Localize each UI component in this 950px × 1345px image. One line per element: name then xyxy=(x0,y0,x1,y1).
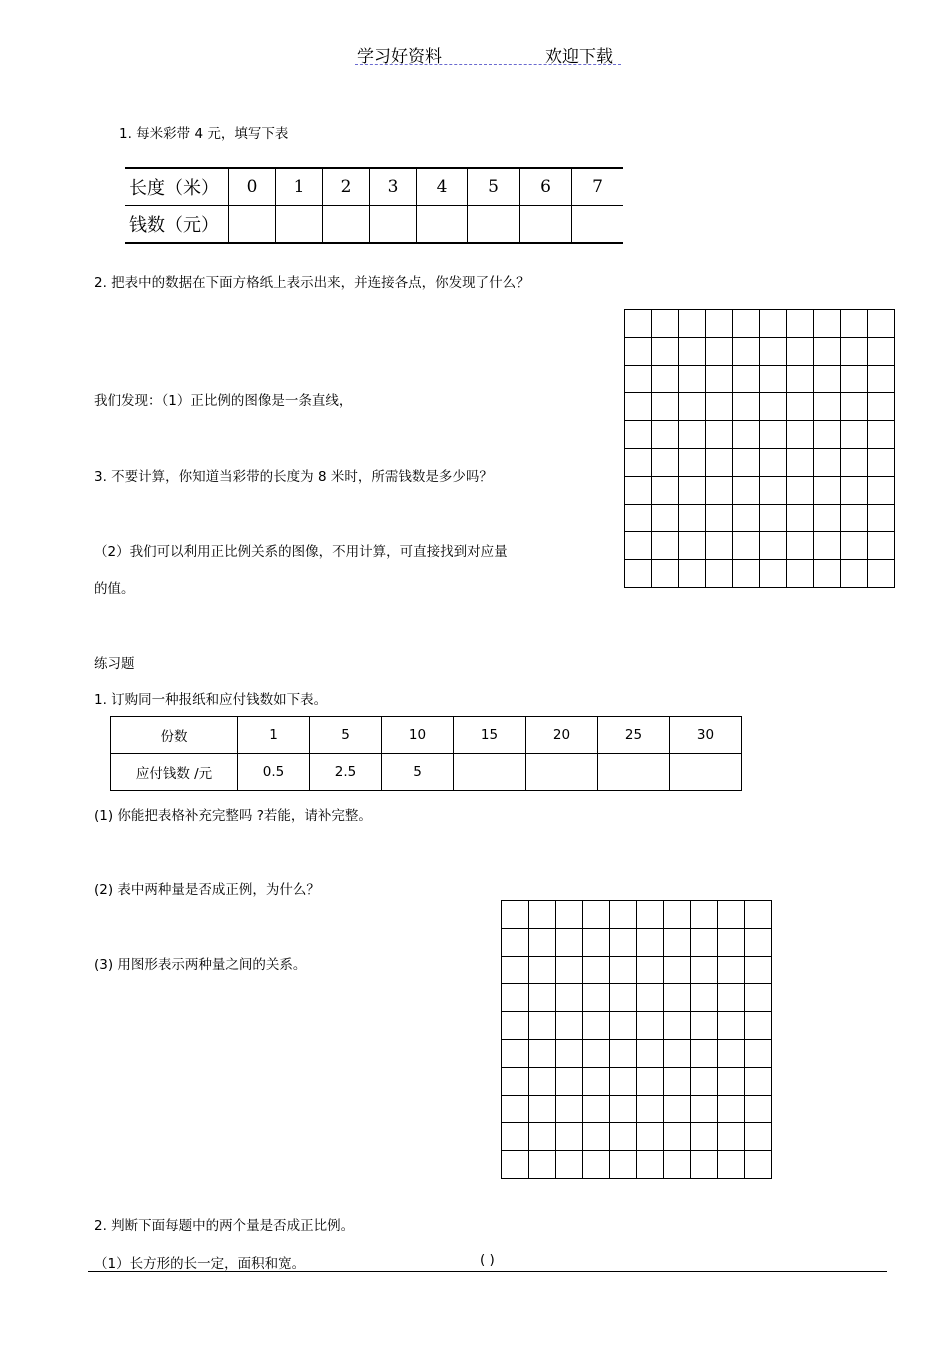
grid-cell[interactable] xyxy=(664,1096,691,1124)
row-label-money: 钱数（元） xyxy=(129,215,219,236)
grid-cell[interactable] xyxy=(691,929,718,957)
grid-cell[interactable] xyxy=(625,366,652,394)
grid-cell[interactable] xyxy=(718,1068,745,1096)
grid-cell[interactable] xyxy=(556,1151,583,1179)
payment-cell[interactable] xyxy=(598,754,670,791)
grid-cell[interactable] xyxy=(745,984,772,1012)
practice-question-1: 1. 订购同一种报纸和应付钱数如下表。 xyxy=(94,692,328,708)
grid-cell[interactable] xyxy=(664,1151,691,1179)
grid-cell[interactable] xyxy=(664,1012,691,1040)
grid-cell[interactable] xyxy=(733,393,760,421)
grid-cell[interactable] xyxy=(841,449,868,477)
grid-cell[interactable] xyxy=(706,421,733,449)
grid-cell[interactable] xyxy=(652,310,679,338)
grid-cell[interactable] xyxy=(760,560,787,588)
grid-cell[interactable] xyxy=(529,901,556,929)
grid-cell[interactable] xyxy=(691,1123,718,1151)
length-cell: 3 xyxy=(370,168,417,206)
grid-cell[interactable] xyxy=(760,338,787,366)
grid-cell[interactable] xyxy=(787,338,814,366)
grid-cell[interactable] xyxy=(733,532,760,560)
grid-cell[interactable] xyxy=(652,532,679,560)
grid-cell[interactable] xyxy=(637,1040,664,1068)
money-cell[interactable] xyxy=(276,206,323,244)
length-cell: 4 xyxy=(417,168,468,206)
grid-cell[interactable] xyxy=(625,393,652,421)
grid-cell[interactable] xyxy=(583,984,610,1012)
grid-cell[interactable] xyxy=(637,1068,664,1096)
grid-cell[interactable] xyxy=(556,1040,583,1068)
length-cell: 1 xyxy=(276,168,323,206)
payment-cell[interactable] xyxy=(670,754,742,791)
copies-cell: 30 xyxy=(670,717,742,754)
grid-cell[interactable] xyxy=(583,957,610,985)
grid-cell[interactable] xyxy=(691,1040,718,1068)
grid-cell[interactable] xyxy=(610,1096,637,1124)
grid-cell[interactable] xyxy=(787,449,814,477)
grid-cell[interactable] xyxy=(841,477,868,505)
money-cell[interactable] xyxy=(468,206,520,244)
header-right: 欢迎下载 xyxy=(545,47,613,67)
grid-cell[interactable] xyxy=(637,1123,664,1151)
grid-cell[interactable] xyxy=(718,1096,745,1124)
grid-cell[interactable] xyxy=(637,957,664,985)
grid-cell[interactable] xyxy=(868,477,895,505)
grid-cell[interactable] xyxy=(733,338,760,366)
grid-cell[interactable] xyxy=(814,505,841,533)
grid-cell[interactable] xyxy=(502,1012,529,1040)
grid-cell[interactable] xyxy=(814,338,841,366)
grid-cell[interactable] xyxy=(760,310,787,338)
finding-2-line-1: （2）我们可以利用正比例关系的图像，不用计算，可直接找到对应量 xyxy=(94,544,508,560)
grid-cell[interactable] xyxy=(637,984,664,1012)
grid-cell[interactable] xyxy=(718,1123,745,1151)
bottom-rule xyxy=(88,1271,887,1272)
grid-cell[interactable] xyxy=(652,477,679,505)
grid-cell[interactable] xyxy=(745,929,772,957)
grid-cell[interactable] xyxy=(625,449,652,477)
grid-cell[interactable] xyxy=(745,1151,772,1179)
practice-question-2: 2. 判断下面每题中的两个量是否成正比例。 xyxy=(94,1218,355,1234)
payment-cell[interactable] xyxy=(526,754,598,791)
grid-cell[interactable] xyxy=(679,421,706,449)
grid-cell[interactable] xyxy=(706,560,733,588)
grid-cell[interactable] xyxy=(760,477,787,505)
grid-cell[interactable] xyxy=(706,477,733,505)
table-row xyxy=(111,754,742,791)
grid-cell[interactable] xyxy=(679,532,706,560)
practice-question-2-1: （1）长方形的长一定，面积和宽。 xyxy=(94,1256,306,1272)
payment-cell: 5 xyxy=(382,754,454,791)
grid-cell[interactable] xyxy=(664,929,691,957)
grid-cell[interactable] xyxy=(760,366,787,394)
grid-cell[interactable] xyxy=(652,338,679,366)
grid-cell[interactable] xyxy=(706,393,733,421)
length-cell: 5 xyxy=(468,168,520,206)
row-label-payment: 应付钱数 /元 xyxy=(111,754,238,791)
grid-cell[interactable] xyxy=(529,1123,556,1151)
graph-paper-grid[interactable] xyxy=(624,309,895,588)
grid-cell[interactable] xyxy=(718,1012,745,1040)
practice-title: 练习题 xyxy=(94,656,135,672)
grid-cell[interactable] xyxy=(637,901,664,929)
table-row xyxy=(125,206,623,244)
grid-cell[interactable] xyxy=(556,1123,583,1151)
grid-cell[interactable] xyxy=(814,421,841,449)
grid-cell[interactable] xyxy=(529,1151,556,1179)
grid-cell[interactable] xyxy=(610,1123,637,1151)
grid-cell[interactable] xyxy=(733,366,760,394)
grid-cell[interactable] xyxy=(718,984,745,1012)
grid-cell[interactable] xyxy=(868,338,895,366)
grid-cell[interactable] xyxy=(814,532,841,560)
grid-cell[interactable] xyxy=(745,957,772,985)
header-left: 学习好资料 xyxy=(357,47,442,67)
grid-cell[interactable] xyxy=(787,366,814,394)
grid-cell[interactable] xyxy=(760,449,787,477)
grid-cell[interactable] xyxy=(664,1068,691,1096)
header-dashed-line xyxy=(355,64,621,65)
sub-question-3: (3) 用图形表示两种量之间的关系。 xyxy=(94,957,307,973)
graph-paper-grid-2[interactable] xyxy=(501,900,772,1179)
grid-cell[interactable] xyxy=(637,1096,664,1124)
grid-cell[interactable] xyxy=(679,338,706,366)
grid-cell[interactable] xyxy=(583,1123,610,1151)
grid-cell[interactable] xyxy=(625,505,652,533)
grid-cell[interactable] xyxy=(868,310,895,338)
copies-cell: 25 xyxy=(598,717,670,754)
grid-cell[interactable] xyxy=(691,1012,718,1040)
grid-cell[interactable] xyxy=(745,1040,772,1068)
grid-cell[interactable] xyxy=(652,505,679,533)
grid-cell[interactable] xyxy=(718,1151,745,1179)
grid-cell[interactable] xyxy=(691,957,718,985)
grid-cell[interactable] xyxy=(556,957,583,985)
grid-cell[interactable] xyxy=(637,929,664,957)
ribbon-price-table xyxy=(125,167,623,244)
grid-cell[interactable] xyxy=(814,393,841,421)
finding-2-line-2: 的值。 xyxy=(94,581,135,597)
grid-cell[interactable] xyxy=(841,560,868,588)
grid-cell[interactable] xyxy=(745,1012,772,1040)
grid-cell[interactable] xyxy=(610,1151,637,1179)
grid-cell[interactable] xyxy=(706,449,733,477)
grid-cell[interactable] xyxy=(787,560,814,588)
grid-cell[interactable] xyxy=(583,1151,610,1179)
grid-cell[interactable] xyxy=(529,1012,556,1040)
question-1: 1. 每米彩带 4 元，填写下表 xyxy=(119,126,289,142)
grid-cell[interactable] xyxy=(760,532,787,560)
grid-cell[interactable] xyxy=(691,901,718,929)
grid-cell[interactable] xyxy=(868,505,895,533)
grid-cell[interactable] xyxy=(664,901,691,929)
grid-cell[interactable] xyxy=(529,1040,556,1068)
grid-cell[interactable] xyxy=(760,505,787,533)
grid-cell[interactable] xyxy=(664,1123,691,1151)
grid-cell[interactable] xyxy=(625,532,652,560)
copies-cell: 20 xyxy=(526,717,598,754)
answer-parentheses[interactable]: ( ) xyxy=(480,1252,495,1268)
grid-cell[interactable] xyxy=(814,366,841,394)
grid-cell[interactable] xyxy=(706,532,733,560)
grid-cell[interactable] xyxy=(652,560,679,588)
grid-cell[interactable] xyxy=(787,532,814,560)
grid-cell[interactable] xyxy=(691,1068,718,1096)
grid-cell[interactable] xyxy=(583,901,610,929)
grid-cell[interactable] xyxy=(652,393,679,421)
grid-cell[interactable] xyxy=(733,310,760,338)
money-cell[interactable] xyxy=(572,206,624,244)
grid-cell[interactable] xyxy=(814,310,841,338)
grid-cell[interactable] xyxy=(529,929,556,957)
money-cell[interactable] xyxy=(520,206,572,244)
grid-cell[interactable] xyxy=(706,505,733,533)
grid-cell[interactable] xyxy=(868,532,895,560)
grid-cell[interactable] xyxy=(691,984,718,1012)
grid-cell[interactable] xyxy=(733,505,760,533)
grid-cell[interactable] xyxy=(502,1040,529,1068)
grid-cell[interactable] xyxy=(529,1096,556,1124)
grid-cell[interactable] xyxy=(610,1012,637,1040)
grid-cell[interactable] xyxy=(625,338,652,366)
grid-cell[interactable] xyxy=(733,560,760,588)
grid-cell[interactable] xyxy=(502,984,529,1012)
payment-cell[interactable] xyxy=(454,754,526,791)
grid-cell[interactable] xyxy=(610,901,637,929)
grid-cell[interactable] xyxy=(679,310,706,338)
grid-cell[interactable] xyxy=(502,1096,529,1124)
money-cell[interactable] xyxy=(370,206,417,244)
grid-cell[interactable] xyxy=(841,310,868,338)
grid-cell[interactable] xyxy=(556,1012,583,1040)
grid-cell[interactable] xyxy=(637,1151,664,1179)
payment-cell: 0.5 xyxy=(238,754,310,791)
grid-cell[interactable] xyxy=(706,338,733,366)
grid-cell[interactable] xyxy=(787,477,814,505)
grid-cell[interactable] xyxy=(556,984,583,1012)
row-label-length: 长度（米） xyxy=(125,168,229,206)
grid-cell[interactable] xyxy=(868,560,895,588)
sub-question-2: (2) 表中两种量是否成正例，为什么？ xyxy=(94,882,320,898)
grid-cell[interactable] xyxy=(718,901,745,929)
grid-cell[interactable] xyxy=(529,984,556,1012)
copies-cell: 15 xyxy=(454,717,526,754)
grid-cell[interactable] xyxy=(745,901,772,929)
grid-cell[interactable] xyxy=(625,477,652,505)
grid-cell[interactable] xyxy=(745,1096,772,1124)
grid-cell[interactable] xyxy=(679,393,706,421)
grid-cell[interactable] xyxy=(679,477,706,505)
grid-cell[interactable] xyxy=(787,393,814,421)
grid-cell[interactable] xyxy=(814,449,841,477)
finding-1: 我们发现：（1）正比例的图像是一条直线， xyxy=(94,393,353,409)
table-row xyxy=(111,717,742,754)
grid-cell[interactable] xyxy=(610,929,637,957)
grid-cell[interactable] xyxy=(502,1123,529,1151)
grid-cell[interactable] xyxy=(760,393,787,421)
grid-cell[interactable] xyxy=(745,1123,772,1151)
grid-cell[interactable] xyxy=(664,1040,691,1068)
grid-cell[interactable] xyxy=(679,505,706,533)
grid-cell[interactable] xyxy=(841,421,868,449)
grid-cell[interactable] xyxy=(868,366,895,394)
newspaper-price-table xyxy=(110,716,742,791)
grid-cell[interactable] xyxy=(841,393,868,421)
grid-cell[interactable] xyxy=(529,957,556,985)
grid-cell[interactable] xyxy=(868,393,895,421)
grid-cell[interactable] xyxy=(556,1068,583,1096)
grid-cell[interactable] xyxy=(625,310,652,338)
grid-cell[interactable] xyxy=(733,421,760,449)
grid-cell[interactable] xyxy=(718,929,745,957)
grid-cell[interactable] xyxy=(502,1151,529,1179)
grid-cell[interactable] xyxy=(664,957,691,985)
grid-cell[interactable] xyxy=(841,338,868,366)
grid-cell[interactable] xyxy=(502,957,529,985)
length-cell: 2 xyxy=(323,168,370,206)
grid-cell[interactable] xyxy=(679,366,706,394)
grid-cell[interactable] xyxy=(787,505,814,533)
grid-cell[interactable] xyxy=(652,449,679,477)
grid-cell[interactable] xyxy=(868,449,895,477)
grid-cell[interactable] xyxy=(610,1040,637,1068)
question-2: 2. 把表中的数据在下面方格纸上表示出来，并连接各点，你发现了什么？ xyxy=(94,275,530,291)
grid-cell[interactable] xyxy=(556,929,583,957)
grid-cell[interactable] xyxy=(664,984,691,1012)
grid-cell[interactable] xyxy=(733,477,760,505)
grid-cell[interactable] xyxy=(787,421,814,449)
grid-cell[interactable] xyxy=(814,477,841,505)
grid-cell[interactable] xyxy=(529,1068,556,1096)
grid-cell[interactable] xyxy=(502,929,529,957)
grid-cell[interactable] xyxy=(583,1068,610,1096)
grid-cell[interactable] xyxy=(583,1096,610,1124)
grid-cell[interactable] xyxy=(691,1096,718,1124)
grid-cell[interactable] xyxy=(706,310,733,338)
grid-cell[interactable] xyxy=(625,560,652,588)
grid-cell[interactable] xyxy=(787,310,814,338)
grid-cell[interactable] xyxy=(556,901,583,929)
copies-cell: 5 xyxy=(310,717,382,754)
grid-cell[interactable] xyxy=(745,1068,772,1096)
grid-cell[interactable] xyxy=(652,421,679,449)
grid-cell[interactable] xyxy=(556,1096,583,1124)
sub-question-1: (1) 你能把表格补充完整吗 ?若能，请补完整。 xyxy=(94,808,372,824)
question-3: 3. 不要计算，你知道当彩带的长度为 8 米时，所需钱数是多少吗？ xyxy=(94,469,493,485)
grid-cell[interactable] xyxy=(610,984,637,1012)
grid-cell[interactable] xyxy=(841,366,868,394)
table-row xyxy=(125,168,623,206)
grid-cell[interactable] xyxy=(652,366,679,394)
length-cell: 0 xyxy=(229,168,276,206)
grid-cell[interactable] xyxy=(502,1068,529,1096)
copies-cell: 10 xyxy=(382,717,454,754)
grid-cell[interactable] xyxy=(868,421,895,449)
grid-cell[interactable] xyxy=(610,957,637,985)
grid-cell[interactable] xyxy=(841,532,868,560)
payment-cell: 2.5 xyxy=(310,754,382,791)
copies-cell: 1 xyxy=(238,717,310,754)
grid-cell[interactable] xyxy=(679,560,706,588)
length-cell: 6 xyxy=(520,168,572,206)
grid-cell[interactable] xyxy=(691,1151,718,1179)
row-label-copies: 份数 xyxy=(111,717,238,754)
money-cell[interactable] xyxy=(417,206,468,244)
grid-cell[interactable] xyxy=(733,449,760,477)
grid-cell[interactable] xyxy=(625,421,652,449)
grid-cell[interactable] xyxy=(583,1040,610,1068)
grid-cell[interactable] xyxy=(502,901,529,929)
grid-cell[interactable] xyxy=(718,1040,745,1068)
grid-cell[interactable] xyxy=(841,505,868,533)
grid-cell[interactable] xyxy=(583,929,610,957)
length-cell: 7 xyxy=(572,168,624,206)
grid-cell[interactable] xyxy=(610,1068,637,1096)
grid-cell[interactable] xyxy=(706,366,733,394)
grid-cell[interactable] xyxy=(718,957,745,985)
grid-cell[interactable] xyxy=(760,421,787,449)
grid-cell[interactable] xyxy=(583,1012,610,1040)
grid-cell[interactable] xyxy=(814,560,841,588)
grid-cell[interactable] xyxy=(637,1012,664,1040)
money-cell[interactable] xyxy=(323,206,370,244)
grid-cell[interactable] xyxy=(679,449,706,477)
money-cell[interactable] xyxy=(229,206,276,244)
